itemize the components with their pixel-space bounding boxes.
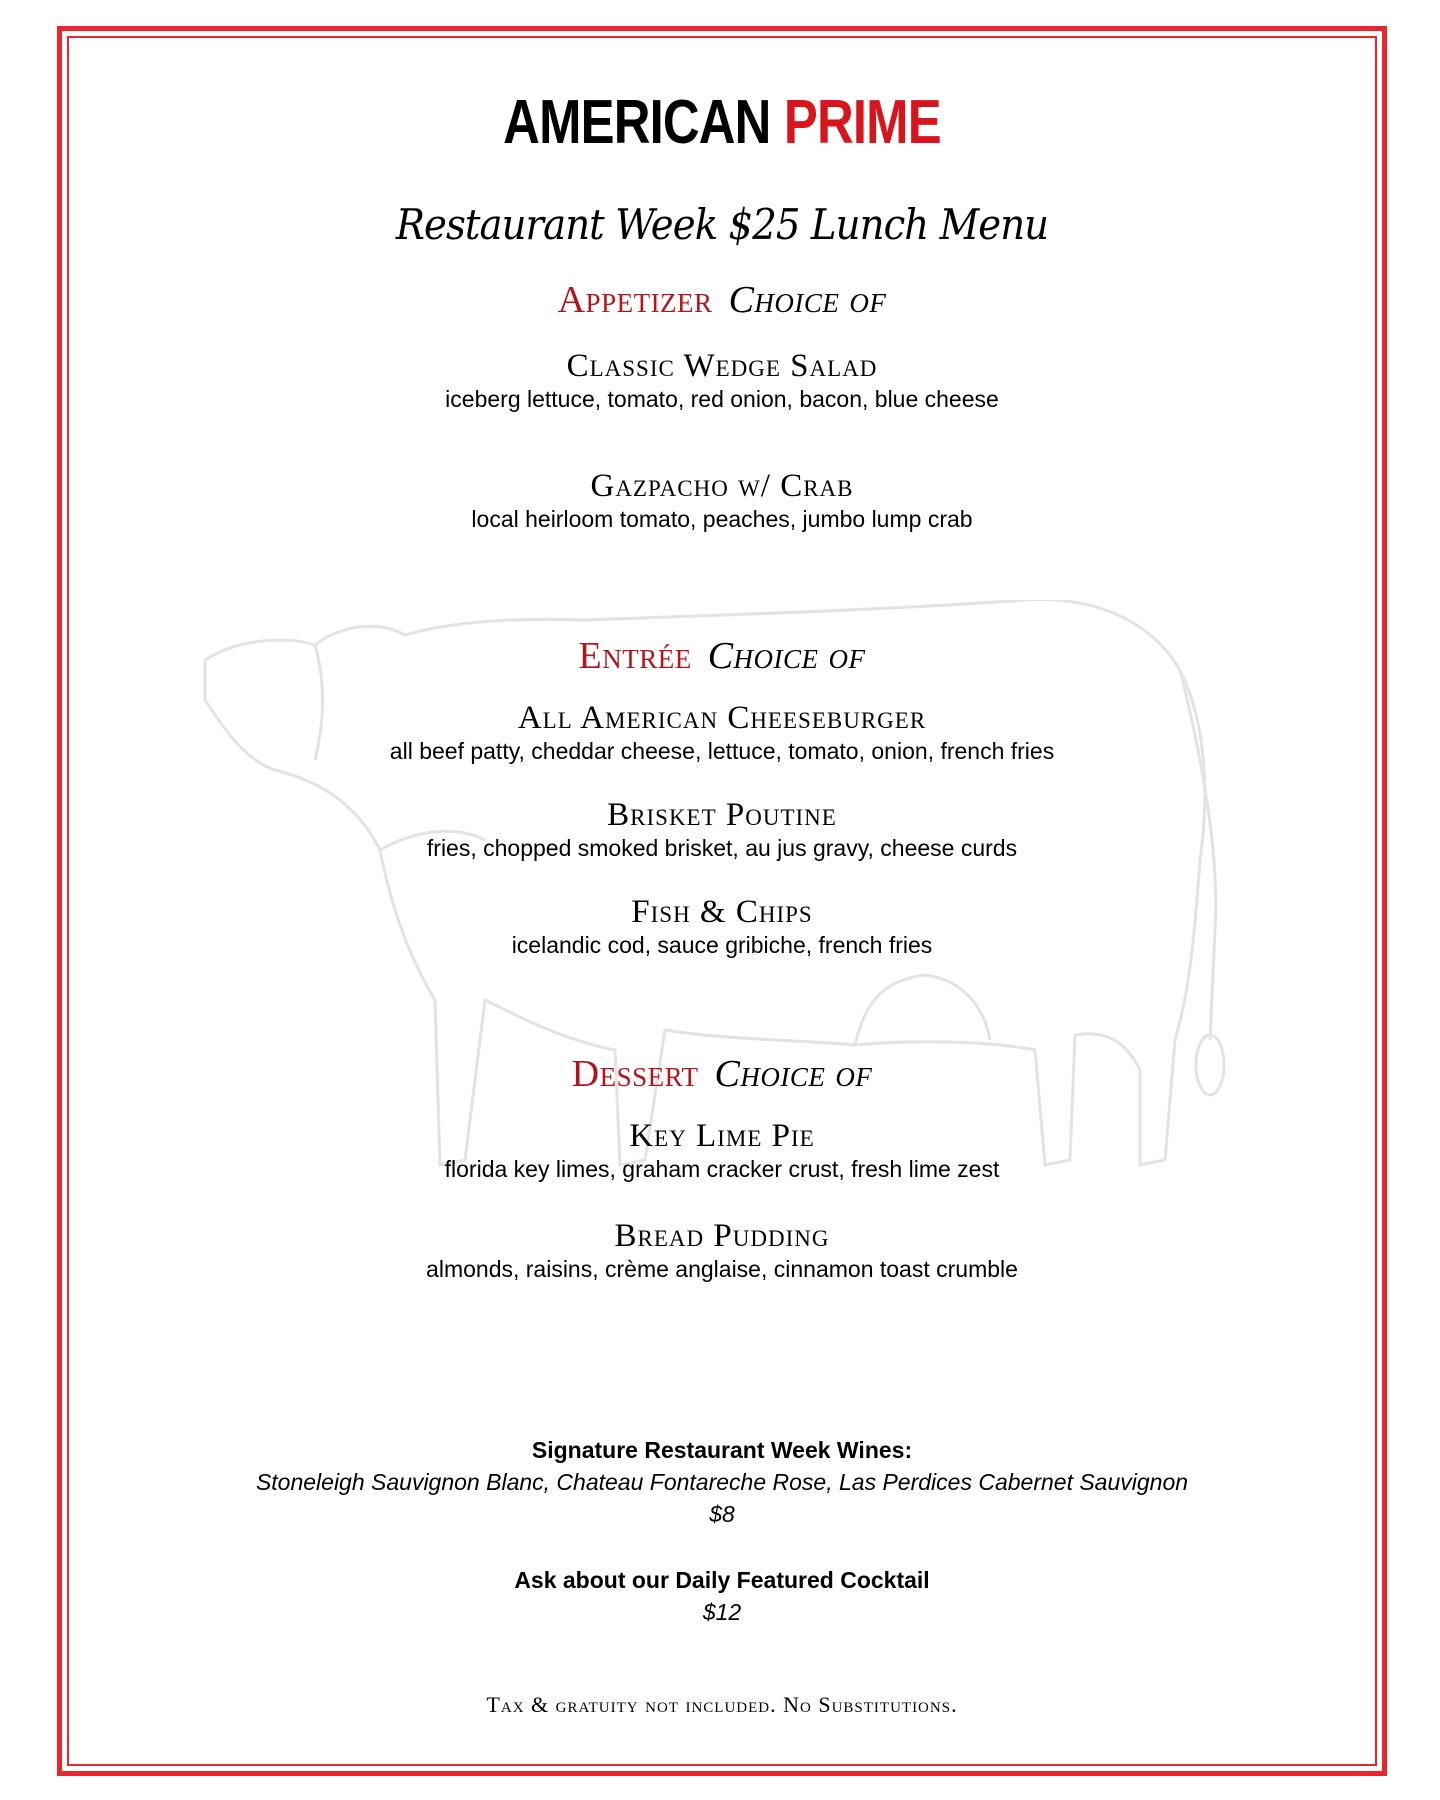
brand-word-prime: PRIME (783, 88, 941, 157)
menu-footer-note: Tax & gratuity not included. No Substitutions. (486, 1692, 958, 1717)
section-heading-entree (72, 634, 1372, 680)
section-choice-label: Choice of (728, 279, 887, 321)
menu-item-name: Gazpacho w/ Crab (590, 468, 854, 504)
menu-item (72, 1218, 1372, 1285)
section-course-label: Appetizer (557, 279, 713, 321)
menu-page (72, 40, 1372, 1760)
menu-item-name: Brisket Poutine (607, 797, 837, 833)
cocktail-price: $12 (702, 1599, 742, 1626)
menu-item (72, 1118, 1372, 1185)
section-heading-dessert (72, 1052, 1372, 1098)
section-choice-label: Choice of (714, 1053, 873, 1095)
menu-item-name: Fish & Chips (631, 894, 813, 930)
menu-item-description: florida key limes, graham cracker crust, fresh lime zest (444, 1156, 1000, 1183)
menu-item-description: local heirloom tomato, peaches, jumbo lump crab (471, 506, 973, 533)
section-choice-label: Choice of (707, 635, 866, 677)
section-course-label: Dessert (571, 1053, 699, 1095)
menu-item-name: Key Lime Pie (629, 1118, 815, 1154)
wines-list: Stoneleigh Sauvignon Blanc, Chateau Fontareche Rose, Las Perdices Cabernet Sauvignon (255, 1469, 1189, 1496)
menu-item-description: iceberg lettuce, tomato, red onion, bacon, blue cheese (445, 386, 999, 413)
restaurant-logo (189, 88, 1255, 157)
menu-item (72, 468, 1372, 535)
wines-heading: Signature Restaurant Week Wines: (531, 1437, 913, 1463)
cocktail-block (72, 1565, 1372, 1628)
menu-item-description: fries, chopped smoked brisket, au jus gravy, cheese curds (426, 835, 1018, 862)
section-heading-appetizer (72, 278, 1372, 324)
menu-item (72, 700, 1372, 767)
brand-word-american: AMERICAN (503, 88, 771, 157)
menu-subtitle: Restaurant Week $25 Lunch Menu (395, 200, 1049, 249)
wines-block (72, 1435, 1372, 1530)
menu-item (72, 348, 1372, 415)
menu-item-name: Bread Pudding (614, 1218, 830, 1254)
menu-item-name: Classic Wedge Salad (566, 348, 878, 384)
wines-price: $8 (709, 1501, 735, 1528)
menu-item-description: icelandic cod, sauce gribiche, french fries (511, 932, 933, 959)
menu-item (72, 894, 1372, 961)
menu-item-name: All American Cheeseburger (517, 700, 927, 736)
menu-item (72, 797, 1372, 864)
section-course-label: Entrée (578, 635, 692, 677)
menu-item-description: almonds, raisins, crème anglaise, cinnamon toast crumble (426, 1256, 1018, 1283)
menu-item-description: all beef patty, cheddar cheese, lettuce, tomato, onion, french fries (389, 738, 1055, 765)
cocktail-heading: Ask about our Daily Featured Cocktail (514, 1567, 930, 1593)
